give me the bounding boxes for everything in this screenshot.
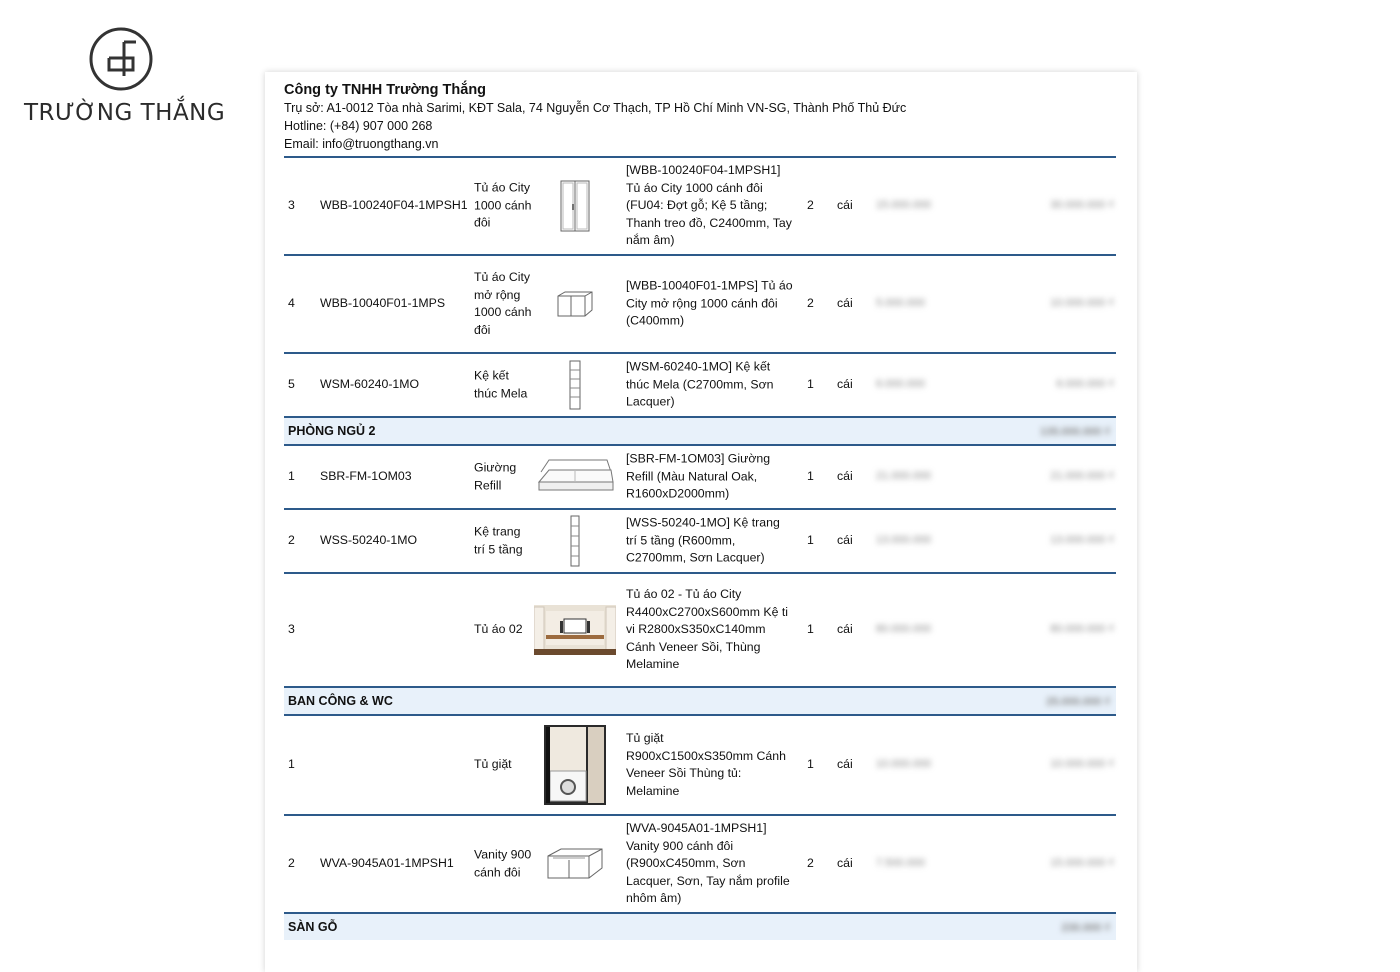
row-index: 1: [288, 469, 295, 484]
line-total: 80.000.000 ₫: [1050, 623, 1114, 636]
product-description: [WBB-100240F04-1MPSH1] Tủ áo City 1000 cánh đôi (FU04: Đợt gỗ; Kệ 5 tầng; Thanh treo đồ, C2400mm, Tay nắm âm): [626, 163, 792, 248]
company-email: Email: info@truongthang.vn: [284, 137, 439, 151]
unit-price: 15.000.000: [876, 199, 932, 212]
section-title: BAN CÔNG & WC: [288, 694, 393, 708]
unit-price: 80.000.000: [876, 623, 932, 636]
product-code: WVA-9045A01-1MPSH1: [320, 856, 454, 871]
product-description: [WSM-60240-1MO] Kệ kết thúc Mela (C2700mm, Sơn Lacquer): [626, 359, 774, 409]
tall-shelf-icon: [532, 514, 618, 568]
quantity: 1: [807, 377, 814, 392]
unit: cái: [837, 622, 853, 637]
vanity-icon: [532, 846, 618, 882]
laundry-render: [532, 725, 618, 805]
product-description: [WBB-10040F01-1MPS] Tủ áo City mở rộng 1000 cánh đôi (C400mm): [626, 278, 793, 328]
table-row: [284, 156, 1116, 254]
product-name: Kệ kết thúc Mela: [474, 368, 528, 400]
unit: cái: [837, 856, 853, 871]
product-name: Tủ giặt: [474, 757, 512, 772]
line-total: 6.000.000 ₫: [1056, 378, 1114, 391]
product-name: Tủ áo City 1000 cánh đôi: [474, 180, 532, 230]
section-header: [284, 912, 1116, 940]
section-title: PHÒNG NGỦ 2: [288, 424, 376, 438]
quantity: 1: [807, 757, 814, 772]
row-index: 3: [288, 622, 295, 637]
section-total: 135.000.000 ₫: [1040, 426, 1110, 438]
section-header: [284, 686, 1116, 714]
product-code: WBB-10040F01-1MPS: [320, 296, 446, 311]
unit-price: 10.000.000: [876, 758, 932, 771]
shelf-icon: [532, 359, 618, 411]
quantity: 2: [807, 296, 814, 311]
line-total: 15.000.000 ₫: [1050, 857, 1114, 870]
quantity: 1: [807, 469, 814, 484]
table-row: [284, 508, 1116, 572]
unit: cái: [837, 377, 853, 392]
line-total: 13.000.000 ₫: [1050, 534, 1114, 547]
product-description: [WSS-50240-1MO] Kệ trang trí 5 tầng (R600mm, C2700mm, Sơn Lacquer): [626, 515, 780, 565]
unit: cái: [837, 198, 853, 213]
tv-wall-render: [532, 605, 618, 655]
section-total: 230.000 ₫: [1061, 922, 1110, 934]
company-hotline: Hotline: (+84) 907 000 268: [284, 119, 433, 133]
product-description: [WVA-9045A01-1MPSH1] Vanity 900 cánh đôi (R900xC450mm, Sơn Lacquer, Sơn, Tay nắm profile nhôm âm): [626, 821, 790, 906]
company-header: [284, 81, 906, 153]
row-index: 2: [288, 533, 295, 548]
line-total: 30.000.000 ₫: [1050, 199, 1114, 212]
company-name: Công ty TNHH Trường Thắng: [284, 82, 487, 98]
product-code: SBR-FM-1OM03: [320, 469, 412, 484]
row-index: 1: [288, 757, 295, 772]
quotation-page: [265, 72, 1137, 972]
section-header: [284, 416, 1116, 444]
wardrobe-icon: [532, 178, 618, 234]
product-name: Tủ áo City mở rộng 1000 cánh đôi: [474, 269, 532, 337]
table-row: [284, 352, 1116, 416]
row-index: 2: [288, 856, 295, 871]
table-row: [284, 572, 1116, 686]
table-row: [284, 444, 1116, 508]
product-code: WSM-60240-1MO: [320, 377, 420, 392]
unit: cái: [837, 757, 853, 772]
product-description: Tủ áo 02 - Tủ áo City R4400xC2700xS600mm Kệ ti vi R2800xS350xC140mm Cánh Veneer Sồi, Thùng Melamine: [626, 587, 788, 672]
unit-price: 13.000.000: [876, 534, 932, 547]
unit: cái: [837, 469, 853, 484]
table-row: [284, 254, 1116, 352]
unit-price: 7.500.000: [876, 857, 925, 870]
row-index: 4: [288, 296, 295, 311]
quantity: 1: [807, 533, 814, 548]
unit: cái: [837, 296, 853, 311]
quantity: 2: [807, 198, 814, 213]
unit: cái: [837, 533, 853, 548]
row-index: 3: [288, 198, 295, 213]
product-name: Tủ áo 02: [474, 622, 523, 637]
company-address: Trụ sở: A1-0012 Tòa nhà Sarimi, KĐT Sala, 74 Nguyễn Cơ Thạch, TP Hồ Chí Minh VN-SG, Thành Phố Thủ Đức: [284, 101, 907, 115]
row-index: 5: [288, 377, 295, 392]
unit-price: 5.000.000: [876, 297, 925, 310]
bed-icon: [532, 456, 618, 498]
unit-price: 21.000.000: [876, 470, 932, 483]
product-description: Tủ giặt R900xC1500xS350mm Cánh Veneer Sồi Thùng tủ: Melamine: [626, 730, 786, 798]
logo-mark-icon: [88, 26, 154, 92]
product-name: Giường Refill: [474, 460, 517, 492]
table-row: [284, 814, 1116, 912]
product-code: WSS-50240-1MO: [320, 533, 418, 548]
product-name: Kệ trang trí 5 tầng: [474, 524, 523, 556]
section-title: SÀN GỖ: [288, 920, 338, 934]
line-total: 10.000.000 ₫: [1050, 297, 1114, 310]
quantity: 1: [807, 622, 814, 637]
section-total: 25.000.000 ₫: [1046, 696, 1110, 708]
quotation-table: [284, 156, 1116, 940]
line-total: 21.000.000 ₫: [1050, 470, 1114, 483]
table-row: [284, 714, 1116, 814]
cabinet-top-icon: [532, 290, 618, 318]
logo-text: TRƯỜNG THẮNG: [24, 100, 226, 126]
product-name: Vanity 900 cánh đôi: [474, 847, 532, 879]
unit-price: 6.000.000: [876, 378, 925, 391]
quantity: 2: [807, 856, 814, 871]
product-code: WBB-100240F04-1MPSH1: [320, 198, 468, 213]
product-description: [SBR-FM-1OM03] Giường Refill (Màu Natural Oak, R1600xD2000mm): [626, 451, 771, 501]
line-total: 10.000.000 ₫: [1050, 758, 1114, 771]
